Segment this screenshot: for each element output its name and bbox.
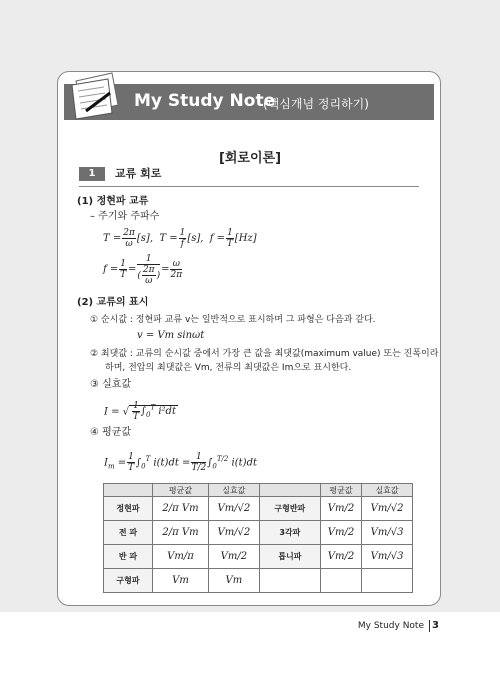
table-cell: Vm/√2 <box>208 521 259 545</box>
table-cell: Vm <box>208 569 259 593</box>
row-label: 3각파 <box>259 521 320 545</box>
empty-cell <box>362 569 413 593</box>
waveform-values-table <box>103 483 413 593</box>
table-cell: 2/π Vm <box>153 497 209 521</box>
table-cell: 2/π Vm <box>153 521 209 545</box>
s2-item1: ① 순시값 : 정현파 교류 v는 일반적으로 표시하며 그 파형은 다음과 같다. <box>90 315 376 325</box>
table-cell: Vm/√2 <box>208 497 259 521</box>
table-cell: Vm/√2 <box>362 497 413 521</box>
row-label: 전 파 <box>104 521 153 545</box>
s1-heading: (1) 정현파 교류 <box>77 196 149 207</box>
row-label: 구형파 <box>104 569 153 593</box>
row-label: 반 파 <box>104 545 153 569</box>
table-cell: Vm/2 <box>320 497 361 521</box>
period-formula: T = $\frac{2\pi}{\omega}$ [s], T = $\frac{1}{f}$ [s], f = $\frac{1}{T}$ [Hz] <box>103 228 257 249</box>
table-cell: Vm/√3 <box>362 545 413 569</box>
table-cell: Vm/2 <box>320 545 361 569</box>
row-label: 정현파 <box>104 497 153 521</box>
empty-cell <box>320 569 361 593</box>
frequency-formula: f = $\frac{1}{T}$ = 1 ( $\frac{2\pi}{\omega}$ ) = $\frac{\omega}{2\pi}$ <box>103 253 183 286</box>
empty-cell <box>259 569 320 593</box>
chapter-number: 1 <box>79 167 105 181</box>
s1-bullet: – 주기와 주파수 <box>90 211 160 222</box>
banner-title: My Study Note <box>134 91 276 111</box>
table-cell: Vm <box>153 569 209 593</box>
chapter-title: 교류 회로 <box>115 167 162 180</box>
s2-item2-line1: ② 최댓값 : 교류의 순시값 중에서 가장 큰 값을 최댓값(maximum value) 또는 진폭이라 <box>90 349 439 359</box>
section-title: [회로이론] <box>218 151 282 166</box>
footer-divider <box>429 620 430 632</box>
table-cell: Vm/2 <box>320 521 361 545</box>
s2-heading: (2) 교류의 표시 <box>77 297 149 308</box>
average-formula: $I_m$ = $\frac{1}{T}$ $\int_0^T$ i(t)dt = $\frac{1}{T/2}$ $\int_0^{T/2}$ i(t)dt <box>104 452 257 474</box>
page-footer <box>0 612 500 675</box>
col-header: 평균값 <box>320 484 361 497</box>
notes-paper-icon <box>68 71 130 125</box>
s2-item2-line2: 하며, 전압의 최댓값은 Vm, 전류의 최댓값은 Im으로 표시한다. <box>105 363 352 373</box>
rms-formula: I = √ $\frac{1}{T}$ $\int_0^T$ i²dt <box>104 401 176 423</box>
banner-subtitle: (핵심개념 정리하기) <box>263 97 369 111</box>
corner-cell <box>104 484 153 497</box>
s2-item3: ③ 실효값 <box>90 379 132 390</box>
chapter-divider <box>79 186 419 187</box>
col-header: 평균값 <box>153 484 209 497</box>
footer-title: My Study Note <box>357 621 424 631</box>
table-cell: Vm/2 <box>208 545 259 569</box>
row-label: 톱니파 <box>259 545 320 569</box>
col-header: 실효값 <box>208 484 259 497</box>
chapter-heading <box>79 167 419 181</box>
s2-item4: ④ 평균값 <box>90 427 132 438</box>
col-header: 실효값 <box>362 484 413 497</box>
corner-cell <box>259 484 320 497</box>
row-label: 구형반파 <box>259 497 320 521</box>
table-cell: Vm/√3 <box>362 521 413 545</box>
s2-item1-eq: v = Vm sinωt <box>137 330 205 341</box>
table-cell: Vm/π <box>153 545 209 569</box>
page-number: 3 <box>432 620 439 631</box>
